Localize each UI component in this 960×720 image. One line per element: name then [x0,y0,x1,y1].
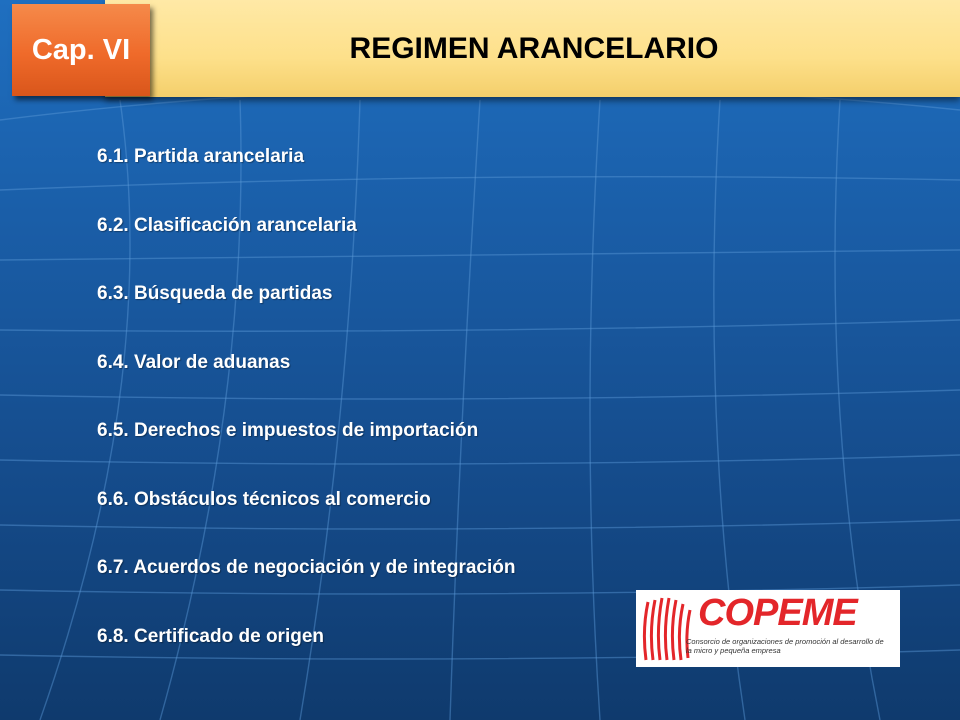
copeme-logo [636,590,900,667]
copeme-mark-icon [636,590,696,667]
topic-item: 6.5. Derechos e impuestos de importación [97,420,479,441]
topic-item: 6.4. Valor de aduanas [97,351,291,373]
topic-item: 6.2. Clasificación arancelaria [97,214,357,236]
chapter-label: Cap. VI [31,33,131,66]
logo-wordmark: COPEME [698,592,857,634]
slide-title: REGIMEN ARANCELARIO [349,31,719,65]
topic-list [97,140,515,688]
topic-item: 6.8. Certificado de origen [97,625,324,647]
chapter-badge [12,4,150,96]
topic-item: 6.7. Acuerdos de negociación y de integración [97,557,516,578]
topic-item: 6.1. Partida arancelaria [97,146,305,167]
topic-item: 6.3. Búsqueda de partidas [97,283,333,304]
topic-item: 6.6. Obstáculos técnicos al comercio [97,488,431,510]
logo-tagline: Consorcio de organizaciones de promoción al desarrollo de la micro y pequeña empresa [686,637,884,655]
